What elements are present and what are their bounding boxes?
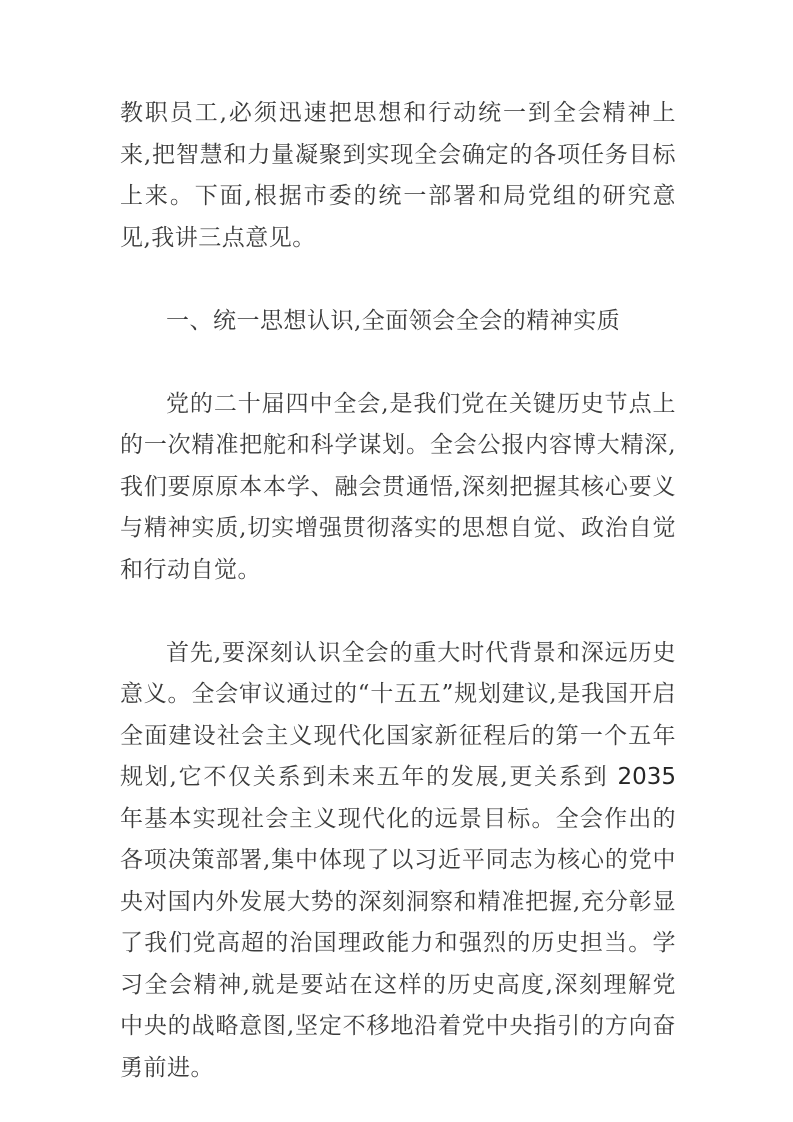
paragraph-text-before-year: 首先,要深刻认识全会的重大时代背景和深远历史意义。全会审议通过的“十五五”规划建议,是我国开启全面建设社会主义现代化国家新征程后的第一个五年规划,它不仅关系到未来五年的发展,更关系到 bbox=[120, 639, 676, 790]
year-2035-numeral: 2035 bbox=[617, 764, 676, 790]
paragraph-plenary-overview: 党的二十届四中全会,是我们党在关键历史节点上的一次精准把舵和科学谋划。全会公报内容博大精深,我们要原原本本学、融会贯通悟,深刻把握其核心要义与精神实质,切实增强贯彻落实的思想自觉、政治自觉和行动自觉。 bbox=[120, 390, 676, 583]
paragraph-text-after-year: 年基本实现社会主义现代化的远景目标。全会作出的各项决策部署,集中体现了以习近平同志为核心的党中央对国内外发展大势的深刻洞察和精准把握,充分彰显了我们党高超的治国理政能力和强烈的历史担当。学习全会精神,就是要站在这样的历史高度,深刻理解党中央的战略意图,坚定不移地沿着党中央指引的方向奋勇前进。 bbox=[120, 805, 676, 1081]
section-heading-one: 一、统一思想认识,全面领会全会的精神实质 bbox=[166, 307, 621, 334]
paragraph-continuation: 教职员工,必须迅速把思想和行动统一到全会精神上来,把智慧和力量凝聚到实现全会确定的各项任务目标上来。下面,根据市委的统一部署和局党组的研究意见,我讲三点意见。 bbox=[120, 100, 676, 251]
paragraph-historic-significance bbox=[120, 633, 676, 1090]
